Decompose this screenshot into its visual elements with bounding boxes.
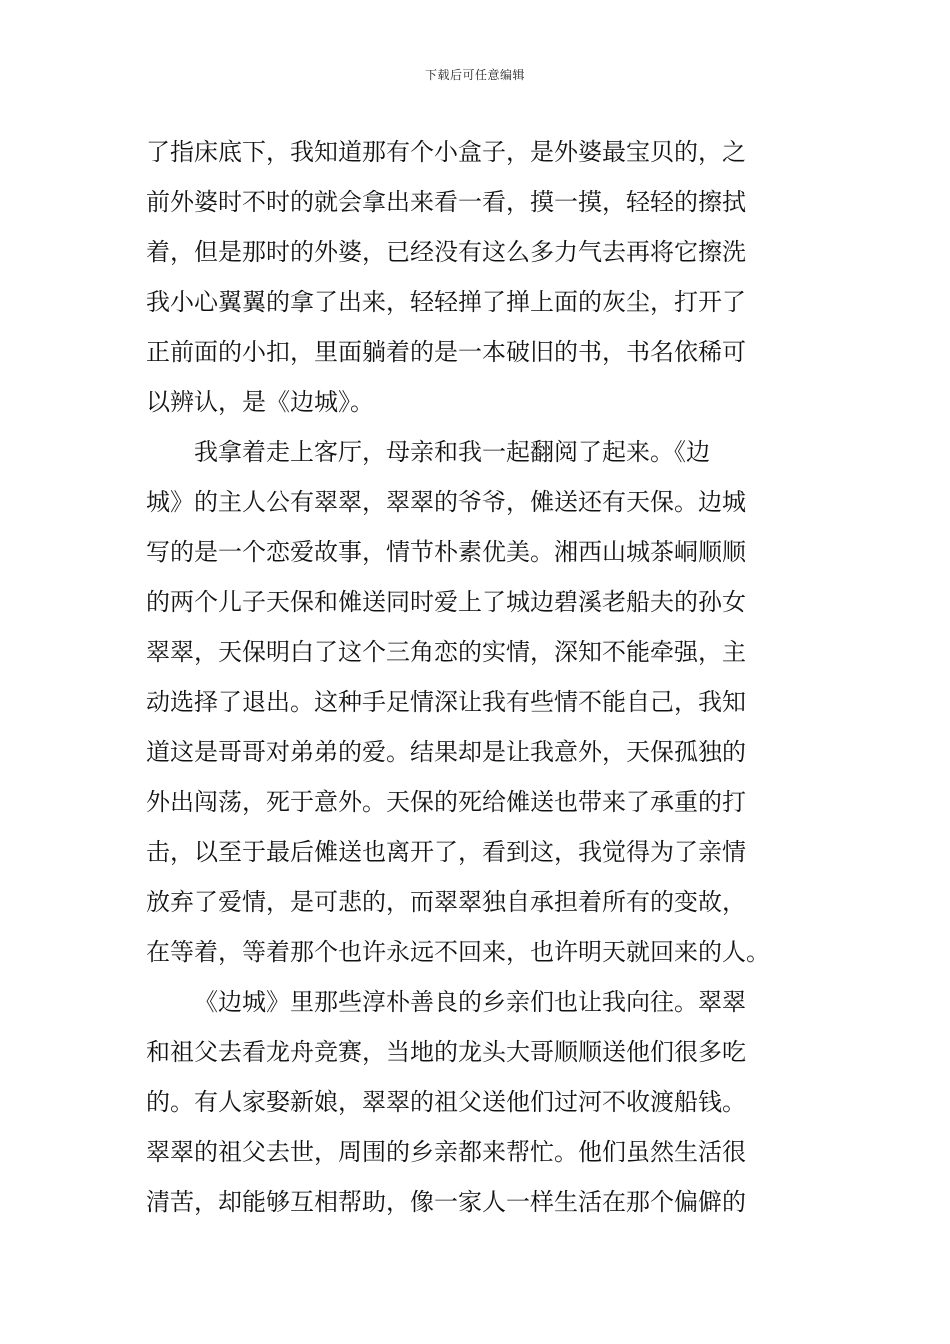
- paragraph-1: [146, 127, 811, 427]
- text-line: 翠翠的祖父去世，周围的乡亲都来帮忙。他们虽然生活很: [146, 1138, 746, 1166]
- text-line: 在等着，等着那个也许永远不回来，也许明天就回来的人。: [146, 938, 770, 966]
- text-line: 着，但是那时的外婆，已经没有这么多力气去再将它擦洗: [146, 238, 746, 266]
- paragraph-2: [146, 427, 811, 977]
- text-line: 清苦，却能够互相帮助，像一家人一样生活在那个偏僻的: [146, 1188, 746, 1216]
- text-line: 我拿着走上客厅，母亲和我一起翻阅了起来。《边: [194, 438, 710, 466]
- document-body: [146, 127, 811, 1227]
- paragraph-3: [146, 977, 811, 1227]
- text-line: 城》的主人公有翠翠，翠翠的爷爷，傩送还有天保。边城: [146, 488, 746, 516]
- text-line: 放弃了爱情，是可悲的，而翠翠独自承担着所有的变故，: [146, 888, 746, 916]
- text-line: 翠翠，天保明白了这个三角恋的实情，深知不能牵强，主: [146, 638, 746, 666]
- text-line: 的。有人家娶新娘，翠翠的祖父送他们过河不收渡船钱。: [146, 1088, 746, 1116]
- text-line: 的两个儿子天保和傩送同时爱上了城边碧溪老船夫的孙女: [146, 588, 746, 616]
- text-line: 和祖父去看龙舟竞赛，当地的龙头大哥顺顺送他们很多吃: [146, 1038, 746, 1066]
- text-line: 击，以至于最后傩送也离开了，看到这，我觉得为了亲情: [146, 838, 746, 866]
- text-line: 外出闯荡，死于意外。天保的死给傩送也带来了承重的打: [146, 788, 746, 816]
- text-line: 正前面的小扣，里面躺着的是一本破旧的书，书名依稀可: [146, 338, 746, 366]
- text-line: 动选择了退出。这种手足情深让我有些情不能自己，我知: [146, 688, 746, 716]
- page-header: 下载后可任意编辑: [424, 68, 525, 82]
- text-line: 了指床底下，我知道那有个小盒子，是外婆最宝贝的，之: [146, 138, 746, 166]
- text-line: 《边城》里那些淳朴善良的乡亲们也让我向往。翠翠: [194, 988, 746, 1016]
- text-line: 写的是一个恋爱故事，情节朴素优美。湘西山城茶峒顺顺: [146, 538, 746, 566]
- text-line: 我小心翼翼的拿了出来，轻轻掸了掸上面的灰尘，打开了: [146, 288, 746, 316]
- text-line: 道这是哥哥对弟弟的爱。结果却是让我意外，天保孤独的: [146, 738, 746, 766]
- text-line: 前外婆时不时的就会拿出来看一看，摸一摸，轻轻的擦拭: [146, 188, 746, 216]
- text-line: 以辨认，是《边城》。: [146, 388, 374, 416]
